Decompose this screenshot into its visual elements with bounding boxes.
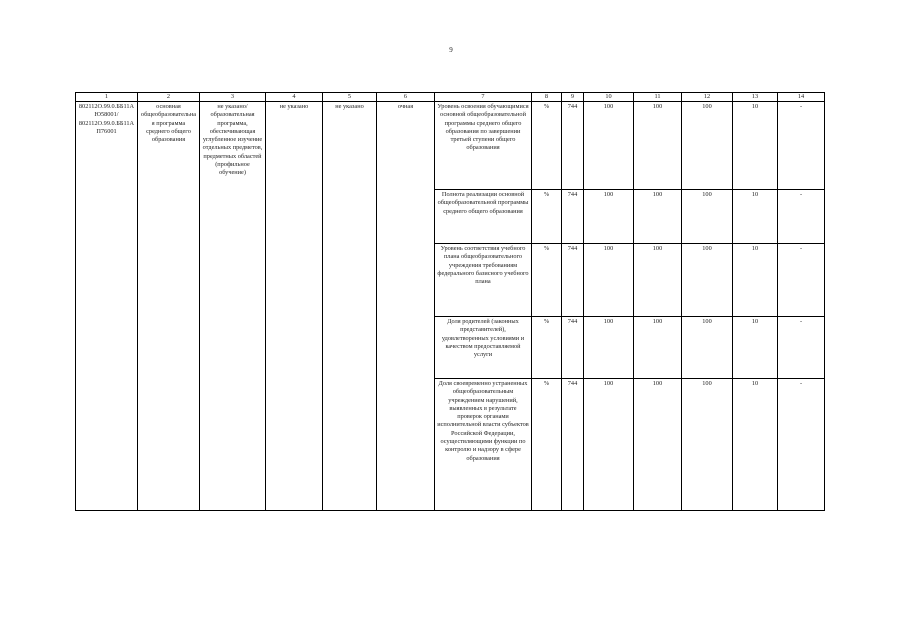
indicator-name-cell: Уровень соответствия учебного плана общеобразовательного учреждения требованиям федерального базисного учебного плана: [435, 244, 532, 317]
column-number: 7: [435, 93, 532, 102]
okei-cell: 744: [562, 379, 584, 511]
deviation-percent-cell: 10: [733, 190, 778, 244]
service-condition-1-cell: не указано: [323, 102, 377, 511]
deviation-percent-cell: 10: [733, 379, 778, 511]
deviation-absolute-cell: -: [778, 190, 825, 244]
column-number: 8: [532, 93, 562, 102]
column-number: 5: [323, 93, 377, 102]
unit-cell: %: [532, 244, 562, 317]
okei-cell: 744: [562, 102, 584, 190]
indicator-name-cell: Доля своевременно устраненных общеобразовательным учреждением нарушений, выявленных в результате проверок органами исполнительной власти субъектов Российской Федерации, осуществляющими функции по контролю и надзору в сфере образования: [435, 379, 532, 511]
column-number: 14: [778, 93, 825, 102]
deviation-percent-cell: 10: [733, 244, 778, 317]
value-cell: 100: [682, 317, 733, 379]
column-number: 6: [377, 93, 435, 102]
service-content-2-cell: не указано/ образовательная программа, обеспечивающая углубленное изучение отдельных предметов, предметных областей (профильное обучение): [200, 102, 266, 511]
value-cell: 100: [634, 317, 682, 379]
okei-cell: 744: [562, 244, 584, 317]
column-number: 10: [584, 93, 634, 102]
service-content-1-cell: основная общеобразовательная программа среднего общего образования: [138, 102, 200, 511]
value-cell: 100: [682, 190, 733, 244]
unit-cell: %: [532, 102, 562, 190]
deviation-percent-cell: 10: [733, 317, 778, 379]
deviation-percent-cell: 10: [733, 102, 778, 190]
indicator-name-cell: Доля родителей (законных представителей), удовлетворенных условиями и качеством предоставляемой услуги: [435, 317, 532, 379]
value-cell: 100: [682, 379, 733, 511]
value-cell: 100: [584, 379, 634, 511]
value-cell: 100: [634, 379, 682, 511]
deviation-absolute-cell: -: [778, 379, 825, 511]
value-cell: 100: [634, 190, 682, 244]
value-cell: 100: [634, 102, 682, 190]
page-number: 9: [449, 46, 453, 54]
value-cell: 100: [584, 244, 634, 317]
column-number-row: [76, 93, 825, 102]
column-number: 11: [634, 93, 682, 102]
column-number: 4: [266, 93, 323, 102]
okei-cell: 744: [562, 317, 584, 379]
deviation-absolute-cell: -: [778, 102, 825, 190]
column-number: 13: [733, 93, 778, 102]
value-cell: 100: [682, 244, 733, 317]
indicator-name-cell: Полнота реализации основной общеобразовательной программы среднего общего образования: [435, 190, 532, 244]
column-number: 12: [682, 93, 733, 102]
quality-indicators-table: [75, 92, 825, 511]
value-cell: 100: [682, 102, 733, 190]
value-cell: 100: [584, 190, 634, 244]
column-number: 1: [76, 93, 138, 102]
okei-cell: 744: [562, 190, 584, 244]
unit-cell: %: [532, 317, 562, 379]
column-number: 3: [200, 93, 266, 102]
unit-cell: %: [532, 379, 562, 511]
indicator-name-cell: Уровень освоения обучающимися основной общеобразовательной программы среднего общего образования по завершении третьей ступени общего образования: [435, 102, 532, 190]
deviation-absolute-cell: -: [778, 317, 825, 379]
unit-cell: %: [532, 190, 562, 244]
service-condition-2-cell: очная: [377, 102, 435, 511]
column-number: 2: [138, 93, 200, 102]
value-cell: 100: [584, 317, 634, 379]
value-cell: 100: [634, 244, 682, 317]
registry-code-cell: 802112О.99.0.ББ11АЮ58001/ 802112О.99.0.ББ11АП76001: [76, 102, 138, 511]
value-cell: 100: [584, 102, 634, 190]
deviation-absolute-cell: -: [778, 244, 825, 317]
service-content-3-cell: не указано: [266, 102, 323, 511]
table-row: [76, 102, 825, 190]
column-number: 9: [562, 93, 584, 102]
